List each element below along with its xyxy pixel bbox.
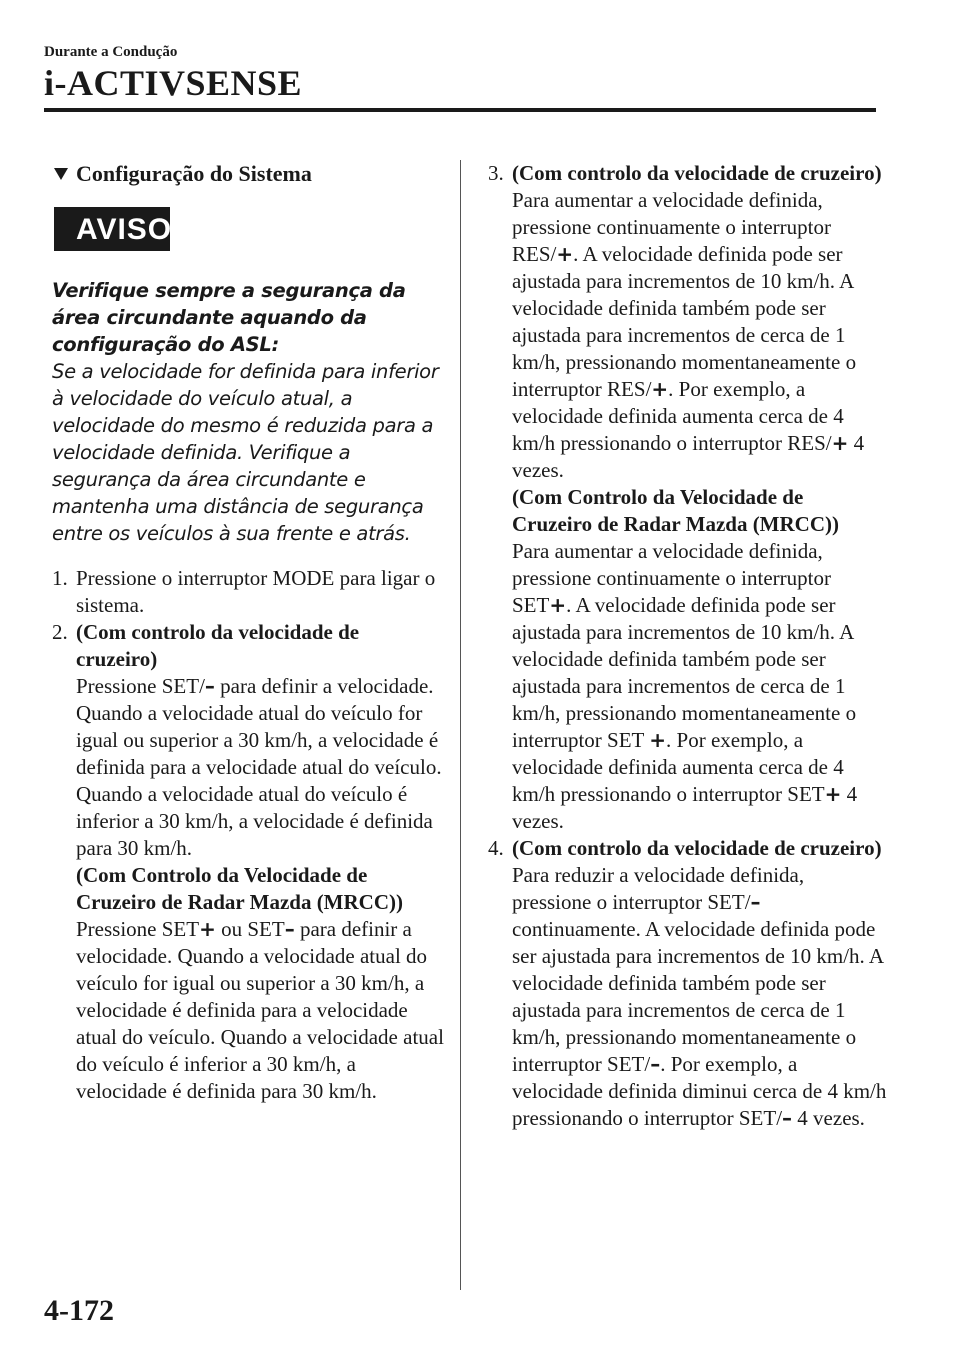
text-run: Para aumentar a velocidade definida, pressione continuamente o interruptor RES/: [512, 188, 831, 266]
minus-glyph: –: [750, 890, 761, 914]
text-run: ou SET: [215, 917, 285, 941]
text-run: . Por exemplo, a velocidade definida aumenta cerca de 4 km/h pressionando o interruptor SET: [512, 728, 844, 806]
step-number: 1.: [52, 566, 68, 590]
text-run: 4 vezes.: [512, 431, 865, 482]
text-run: para definir a velocidade. Quando a velocidade atual do veículo for igual ou superior a 30 km/h, a velocidade é definida para a velocidade atual do veículo. Quando a velocidade atual do veículo é inferior a 30 km/h, a velocidade é definida para 30 km/h.: [76, 917, 444, 1103]
minus-glyph: –: [284, 917, 295, 941]
text-run: continuamente. A velocidade definida pode ser ajustada para incrementos de 10 km/h. A velocidade definida também pode ser ajustada para incrementos de cerca de 1 km/h, pressionando momentaneamente o interruptor SET/: [512, 917, 883, 1076]
plus-glyph: +: [649, 728, 667, 752]
header-rule: [44, 108, 876, 112]
triangle-down-icon: [54, 168, 68, 180]
step-number: 3.: [488, 161, 504, 185]
plus-glyph: +: [199, 917, 216, 941]
step-paragraph: [512, 538, 888, 835]
step-paragraph: [512, 187, 888, 484]
text-run: Pressione SET/: [76, 674, 205, 698]
text-run: 4 vezes.: [512, 782, 858, 833]
step-body: [512, 160, 888, 835]
text-run: Para reduzir a velocidade definida, pressione o interruptor SET/: [512, 863, 805, 914]
plus-glyph: +: [549, 593, 567, 617]
text-run: . A velocidade definida pode ser ajustada para incrementos de 10 km/h. A velocidade definida também pode ser ajustada para incrementos de cerca de 1 km/h, pressionando momentaneamente o interruptor SET: [512, 593, 857, 752]
step-text: Pressione o interruptor MODE para ligar o sistema.: [76, 566, 436, 617]
step-body: [76, 619, 444, 1105]
right-column: [488, 160, 888, 1132]
step-1: [52, 565, 444, 619]
minus-glyph: –: [650, 1052, 661, 1076]
minus-glyph: –: [204, 674, 215, 698]
step-paragraph: [76, 916, 444, 1105]
step-subheading: (Com Controlo da Velocidade de Cruzeiro de Radar Mazda (MRCC)): [512, 485, 839, 536]
minus-glyph: –: [782, 1106, 793, 1130]
plus-glyph: +: [556, 242, 574, 266]
warning-text: [52, 277, 444, 547]
plus-glyph: +: [824, 782, 842, 806]
step-2: [52, 619, 444, 1105]
text-run: para definir a velocidade. Quando a velocidade atual do veículo for igual ou superior a 30 km/h, a velocidade é definida para a velocidade atual do veículo. Quando a velocidade atual do veículo é inferior a 30 km/h, a velocidade é definida para 30 km/h.: [76, 674, 442, 860]
text-run: Para aumentar a velocidade definida, pressione continuamente o interruptor SET: [512, 539, 831, 617]
plus-glyph: +: [831, 431, 849, 455]
left-column: [52, 160, 444, 1105]
step-subheading: (Com controlo da velocidade de cruzeiro): [512, 161, 882, 185]
warning-badge-label: AVISO: [76, 212, 173, 246]
step-3: [488, 160, 888, 835]
warning-bold-text: Verifique sempre a segurança da área circundante aquando da configuração do ASL:: [52, 279, 406, 356]
section-label: Durante a Condução: [44, 44, 178, 60]
step-paragraph: [76, 673, 444, 862]
warning-body-text: Se a velocidade for definida para inferior à velocidade do veículo atual, a velocidade do mesmo é reduzida para a velocidade definida. Verifique a segurança da área circundante e mantenha uma distância de segurança entre os veículos à sua frente e atrás.: [52, 360, 439, 545]
step-body: [512, 835, 888, 1132]
section-heading: [52, 160, 444, 187]
step-subheading: (Com Controlo da Velocidade de Cruzeiro de Radar Mazda (MRCC)): [76, 863, 403, 914]
plus-glyph: +: [651, 377, 669, 401]
warning-badge: [54, 207, 173, 251]
step-subheading: (Com controlo da velocidade de cruzeiro): [76, 620, 360, 671]
column-divider: [460, 160, 461, 1290]
step-4: [488, 835, 888, 1132]
step-number: 4.: [488, 836, 504, 860]
section-heading-text: Configuração do Sistema: [76, 161, 312, 186]
step-paragraph: [512, 862, 888, 1132]
text-run: . A velocidade definida pode ser ajustada para incrementos de 10 km/h. A velocidade definida também pode ser ajustada para incrementos de cerca de 1 km/h, pressionando momentaneamente o interruptor RES/: [512, 242, 857, 401]
text-run: . Por exemplo, a velocidade definida aumenta cerca de 4 km/h pressionando o interruptor RES/: [512, 377, 844, 455]
step-number: 2.: [52, 620, 68, 644]
page-number: 4-172: [44, 1294, 114, 1327]
text-run: 4 vezes.: [792, 1106, 865, 1130]
text-run: . Por exemplo, a velocidade definida diminui cerca de 4 km/h pressionando o interruptor SET/: [512, 1052, 887, 1130]
step-subheading: (Com controlo da velocidade de cruzeiro): [512, 836, 882, 860]
text-run: Pressione SET: [76, 917, 200, 941]
page-title: i-ACTIVSENSE: [44, 63, 303, 103]
